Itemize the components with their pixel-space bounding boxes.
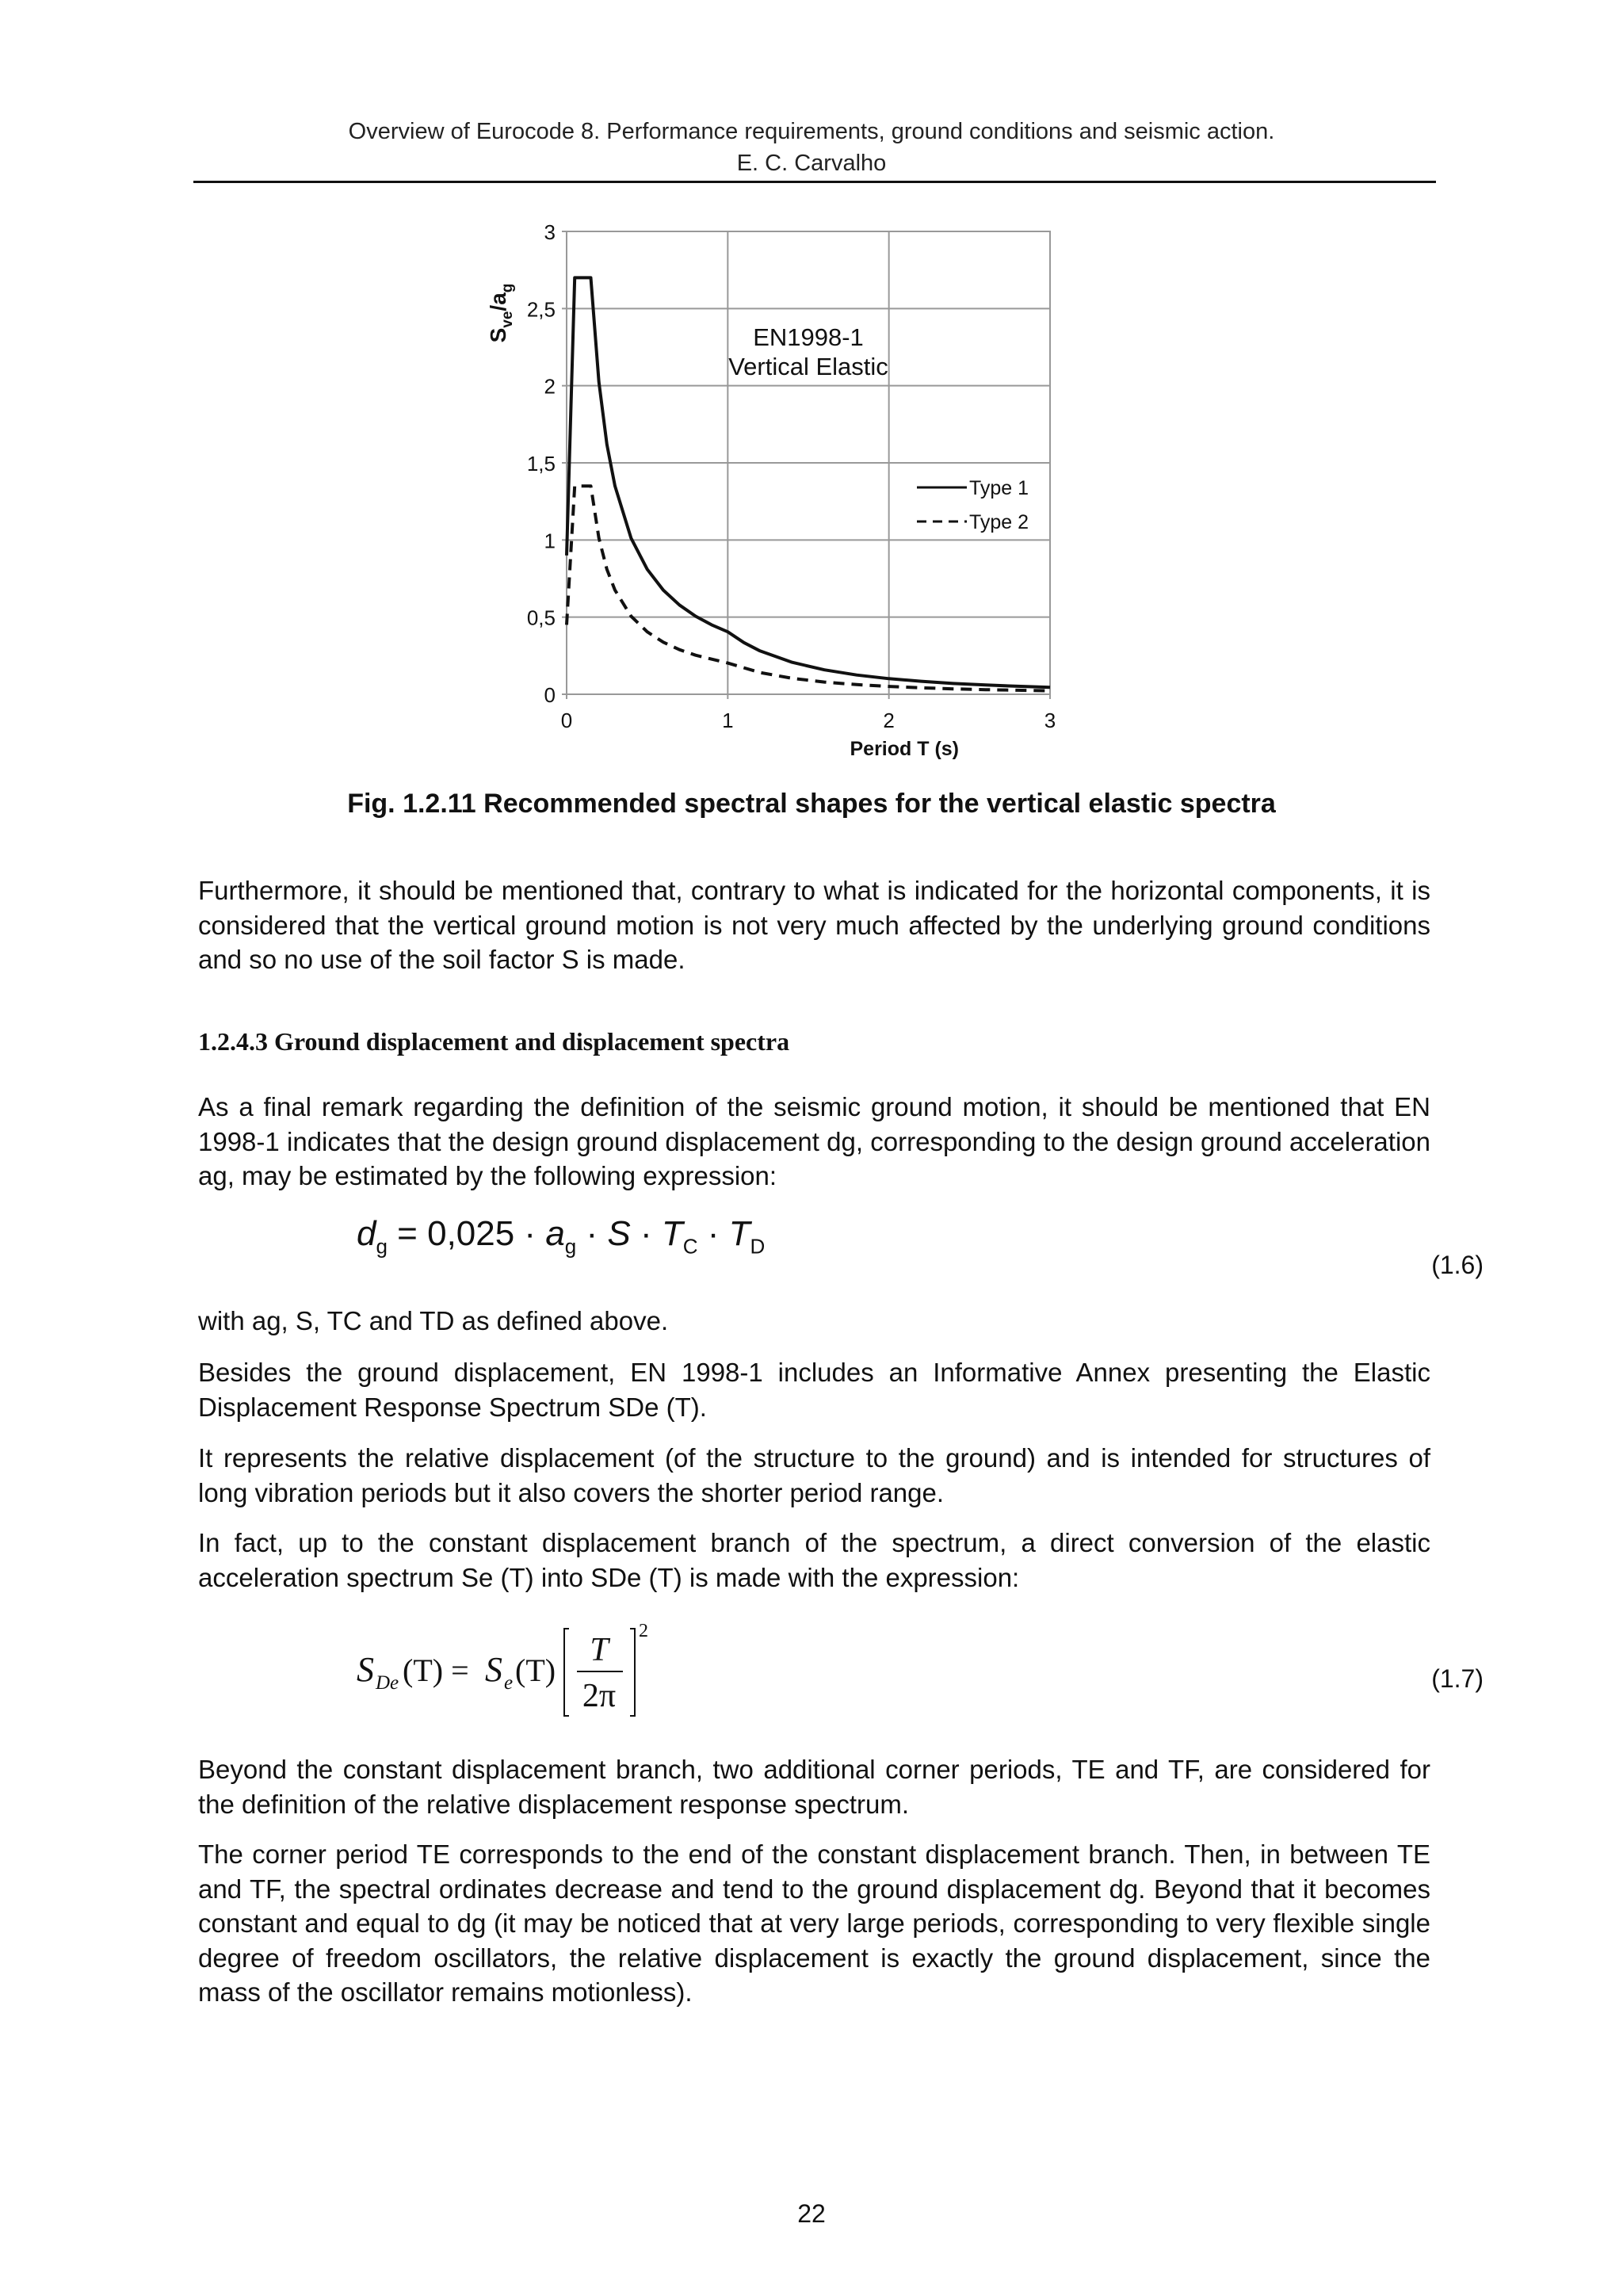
vertical-spectra-chart	[444, 214, 1078, 769]
chart-grid	[562, 231, 1050, 699]
paragraph-conversion: In fact, up to the constant displacement branch of the spectrum, a direct conversion of the elastic acceleration spectrum Se (T) into SDe (T) is made with the expression:	[198, 1528, 1430, 1592]
section-heading: 1.2.4.3 Ground displacement and displacement spectra	[198, 1027, 790, 1056]
svg-text:2π: 2π	[582, 1678, 617, 1714]
paragraph-with-ag: with ag, S, TC and TD as defined above.	[198, 1306, 669, 1335]
x-tick-label: 3	[1044, 709, 1056, 732]
legend-label-type1: Type 1	[969, 477, 1029, 499]
svg-text:T: T	[590, 1632, 609, 1668]
x-tick-label: 1	[722, 709, 734, 732]
svg-text:2: 2	[639, 1621, 648, 1641]
chart-title: EN1998-1	[753, 323, 864, 351]
paragraph-soil-factor: Furthermore, it should be mentioned that, contrary to what is indicated for the horizontal components, it is considered that the vertical ground motion is not very much affected by the underlying ground conditions and so no use of the soil factor S is made.	[198, 876, 1430, 974]
chart-y-axis-label: $S_{ve}/a_g$	[486, 283, 516, 343]
svg-text:S: S	[485, 1650, 502, 1689]
equation-1-7	[357, 1621, 674, 1724]
y-tick-label: 0	[544, 683, 556, 707]
x-tick-label: 0	[560, 709, 573, 732]
header-rule	[193, 181, 1436, 183]
svg-text:De: De	[376, 1672, 399, 1694]
chart-legend	[917, 477, 1029, 533]
running-header-title: Overview of Eurocode 8. Performance requirements, ground conditions and seismic action.	[348, 119, 1275, 144]
svg-text:(T) =: (T) =	[403, 1652, 469, 1688]
legend-label-type2: Type 2	[969, 511, 1029, 533]
svg-text:S: S	[357, 1650, 374, 1689]
running-header-author: E. C. Carvalho	[736, 151, 887, 176]
x-tick-label: 2	[883, 709, 895, 732]
paragraph-corner-periods: Beyond the constant displacement branch, two additional corner periods, TE and TF, are considered for the definition of the relative displacement response spectrum.	[198, 1755, 1430, 1819]
chart-x-axis-label: Period T (s)	[850, 738, 959, 760]
page-number: 22	[797, 2199, 826, 2228]
y-tick-label: 2,5	[526, 297, 556, 322]
svg-text:e: e	[504, 1672, 514, 1694]
paragraph-corner-period-te: The corner period TE corresponds to the end of the constant displacement branch. Then, in between TE and TF, the spectral ordinates decrease and tend to the ground displacement dg. Beyond that it becomes constant and equal to dg (it may be noticed that at very large periods, corresponding to very flexible single degree of freedom oscillators, the relative displacement is exactly the ground displacement, since the mass of the oscillator remains motionless).	[198, 1839, 1430, 2007]
paragraph-relative-displacement: It represents the relative displacement (of the structure to the ground) and is intended for structures of long vibration periods but it also covers the shorter period range.	[198, 1443, 1430, 1507]
figure-caption: Fig. 1.2.11 Recommended spectral shapes for the vertical elastic spectra	[347, 789, 1276, 819]
chart-subtitle: Vertical Elastic	[728, 353, 888, 380]
y-tick-label: 0,5	[526, 606, 556, 630]
y-tick-label: 1,5	[526, 452, 556, 476]
equation-number-1-7: (1.7)	[1431, 1664, 1484, 1693]
equation-1-6: $d_g = 0,025 \cdot a_g \cdot S \cdot T_C \cdot T_D$	[357, 1214, 766, 1259]
equation-number-1-6: (1.6)	[1431, 1251, 1484, 1279]
chart-x-ticks	[561, 709, 1056, 732]
y-tick-label: 1	[544, 529, 556, 553]
y-tick-label: 3	[544, 220, 556, 244]
paragraph-informative-annex: Besides the ground displacement, EN 1998-1 includes an Informative Annex presenting the Elastic Displacement Response Spectrum SDe (T).	[198, 1358, 1430, 1422]
y-tick-label: 2	[544, 374, 556, 399]
chart-y-ticks	[527, 220, 556, 707]
svg-text:(T): (T)	[515, 1652, 556, 1688]
paragraph-ground-displacement: As a final remark regarding the definition of the seismic ground motion, it should be mentioned that EN 1998-1 indicates that the design ground displacement dg, corresponding to the design ground acceleration ag, may be estimated by the following expression:	[198, 1092, 1430, 1190]
